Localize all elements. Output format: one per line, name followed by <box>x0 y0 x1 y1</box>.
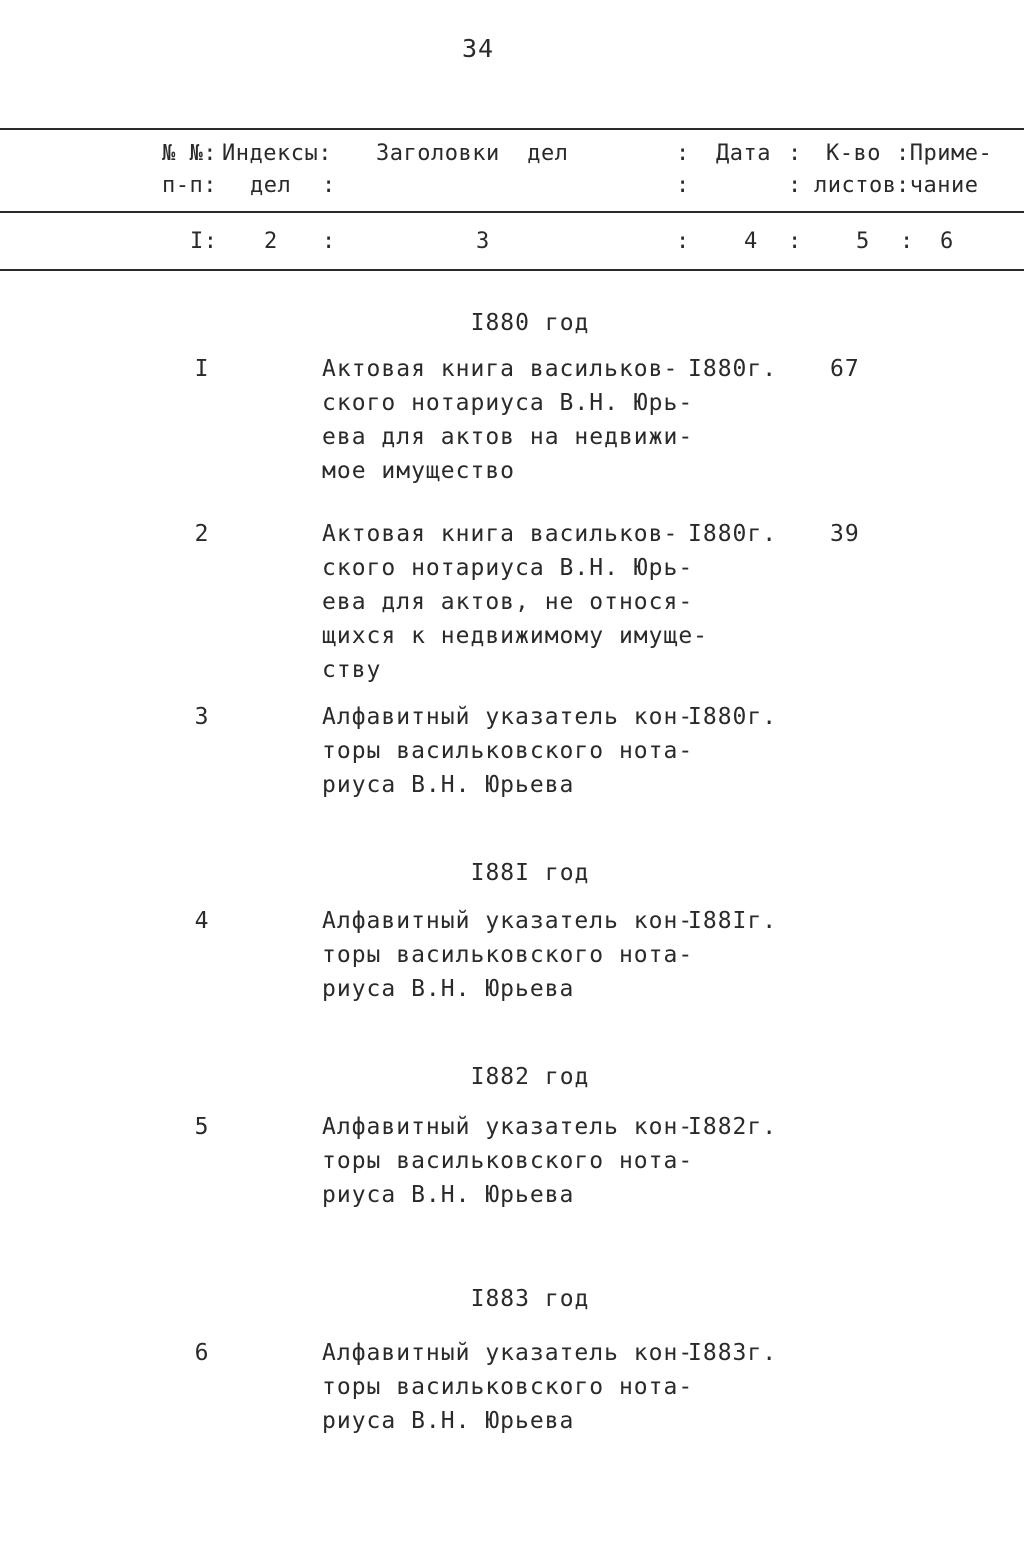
header-note-sub: :чание <box>896 173 979 198</box>
entry-title-line: Алфавитный указатель кон- <box>322 908 694 934</box>
header-sep4-sub: : <box>788 173 802 198</box>
entry-title <box>322 352 702 488</box>
entry-title-line: риуса В.Н. Юрьева <box>322 1408 575 1434</box>
entry-title-line: Актовая книга васильков- <box>322 521 679 547</box>
year-heading: I880 год <box>470 310 590 336</box>
entry-title-line: Алфавитный указатель кон- <box>322 1340 694 1366</box>
entry-number: I <box>194 356 210 382</box>
page-number: 34 <box>461 34 495 63</box>
header-date: Дата <box>716 141 771 166</box>
header-sep3-sub: : <box>676 173 690 198</box>
entry-number: 3 <box>194 704 210 730</box>
entry-title-line: торы васильковского нота- <box>322 1148 694 1174</box>
header-sep4: : <box>788 141 802 166</box>
entry-title-line: риуса В.Н. Юрьева <box>322 772 575 798</box>
entry-title-line: риуса В.Н. Юрьева <box>322 1182 575 1208</box>
entry-title-line: мое имущество <box>322 458 516 484</box>
header-no-sub: п-п: <box>162 173 217 198</box>
col-number-1: I: <box>190 229 218 254</box>
entry-number: 4 <box>194 908 210 934</box>
year-heading: I882 год <box>470 1064 590 1090</box>
table-column-numbers-rule <box>0 269 1024 271</box>
header-note: :Приме- <box>896 141 993 166</box>
header-index-sub: дел <box>250 173 292 198</box>
entry-date: I880г. <box>688 704 778 730</box>
entry-title <box>322 1110 702 1212</box>
entry-title-line: Алфавитный указатель кон- <box>322 1114 694 1140</box>
entry-title-line: ству <box>322 657 382 683</box>
entry-title-line: ского нотариуса В.Н. Юрь- <box>322 390 694 416</box>
entry-title-line: торы васильковского нота- <box>322 942 694 968</box>
col-number-6: 6 <box>940 229 954 254</box>
col-number-3: 3 <box>476 229 490 254</box>
header-count-sub: листов <box>814 173 897 198</box>
entry-title-line: ева для актов на недвижи- <box>322 424 694 450</box>
entry-date: I880г. <box>688 521 778 547</box>
entry-number: 5 <box>194 1114 210 1140</box>
col-sep-3: : <box>676 229 690 254</box>
table-top-rule <box>0 128 1024 130</box>
header-no: № №: <box>162 141 217 166</box>
header-index: Индексы: <box>222 141 332 166</box>
col-sep-2: : <box>322 229 336 254</box>
entry-title-line: ева для актов, не относя- <box>322 589 694 615</box>
header-sep3: : <box>676 141 690 166</box>
entry-title-line: Актовая книга васильков- <box>322 356 679 382</box>
entry-sheet-count: 39 <box>830 521 860 547</box>
entry-title <box>322 1336 702 1438</box>
entry-date: I88Iг. <box>688 908 778 934</box>
table-header-rule <box>0 211 1024 213</box>
year-heading: I88I год <box>470 860 590 886</box>
entry-title <box>322 904 702 1006</box>
entry-title-line: Алфавитный указатель кон- <box>322 704 694 730</box>
entry-date: I883г. <box>688 1340 778 1366</box>
year-heading: I883 год <box>470 1286 590 1312</box>
header-title: Заголовки дел <box>376 141 569 166</box>
entry-title-line: риуса В.Н. Юрьева <box>322 976 575 1002</box>
entry-sheet-count: 67 <box>830 356 860 382</box>
col-number-5: 5 <box>856 229 870 254</box>
entry-title <box>322 517 709 687</box>
entry-title <box>322 700 702 802</box>
col-sep-4: : <box>788 229 802 254</box>
header-sep2-sub: : <box>322 173 336 198</box>
entry-title-line: щихся к недвижимому имуще- <box>322 623 709 649</box>
entry-date: I880г. <box>688 356 778 382</box>
col-number-4: 4 <box>744 229 758 254</box>
entry-title-line: торы васильковского нота- <box>322 1374 694 1400</box>
entry-number: 6 <box>194 1340 210 1366</box>
col-number-2: 2 <box>264 229 278 254</box>
entry-title-line: ского нотариуса В.Н. Юрь- <box>322 555 694 581</box>
entry-number: 2 <box>194 521 210 547</box>
header-count: К-во <box>826 141 881 166</box>
entry-date: I882г. <box>688 1114 778 1140</box>
entry-title-line: торы васильковского нота- <box>322 738 694 764</box>
col-sep-5: : <box>900 229 914 254</box>
